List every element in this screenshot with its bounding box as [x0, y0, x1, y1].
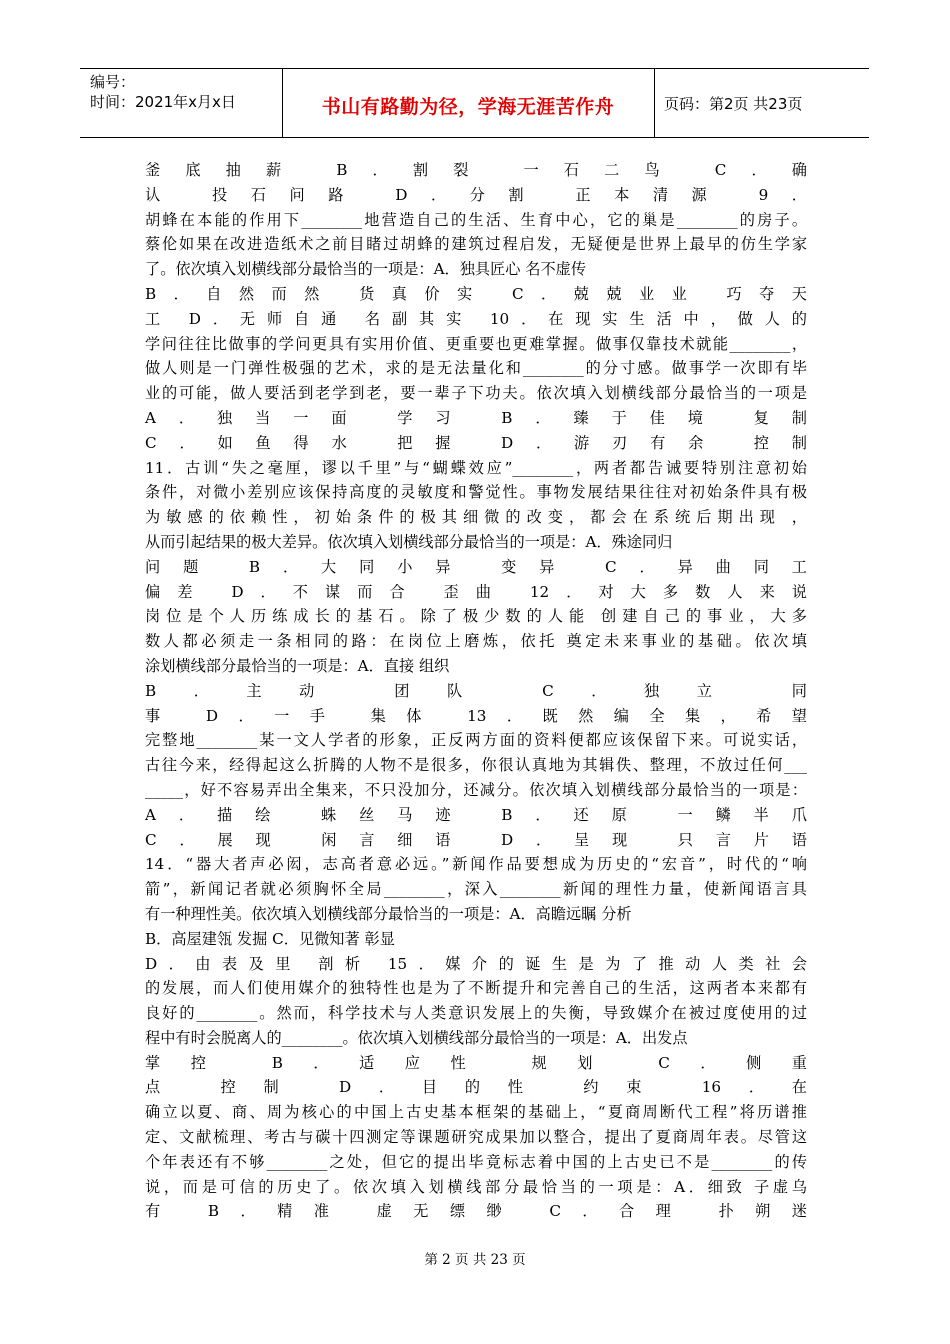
text-line: 为敏感的依赖性，初始条件的极其细微的改变，都会在系统后期出现 ，: [145, 508, 807, 527]
text-line: 工 D．无师自通 名副其实 10．在现实生活中，做人的: [145, 309, 807, 328]
text-line: 事 D．一手 集体 13．既然编全集，希望: [145, 706, 807, 725]
text-line: 完整地________某一文人学者的形象，正反两方面的资料便都应该保留下来。可说实话，: [145, 731, 807, 750]
text-line: _____，好不容易弄出全集来，不只没加分，还减分。依次填入划横线部分最恰当的一项是：: [145, 780, 807, 799]
text-line: B．主动 团队 C．独立 同: [145, 681, 807, 700]
header-page-info: 页码：第2页 共23页: [664, 95, 803, 113]
text-line: 良好的________。然而，科学技术与人类意识发展上的失衡，导致媒介在被过度使用的过: [145, 1004, 807, 1023]
text-line: 认 投石问路 D．分割 正本清源 9．: [145, 185, 807, 204]
text-line: 说，而是可信的历史了。依次填入划横线部分最恰当的一项是：A．细致 子虚乌: [145, 1177, 807, 1196]
text-line: 程中有时会脱离人的________。依次填入划横线部分最恰当的一项是：A．出发点: [145, 1028, 688, 1047]
page-footer: 第 2 页 共 23 页: [424, 1252, 526, 1268]
header-page-cell: [654, 69, 869, 137]
text-line: 业的可能，做人要活到老学到老，要一辈子下功夫。依次填入划横线部分最恰当的一项是: [145, 384, 807, 403]
text-line: 确立以夏、商、周为核心的中国上古史基本框架的基础上，“夏商周断代工程”将历谱推: [145, 1103, 807, 1122]
text-line: A．独当一面 学习 B．臻于佳境 复制: [145, 408, 807, 427]
text-line: 从而引起结果的极大差异。依次填入划横线部分最恰当的一项是：A．殊途同归: [145, 532, 673, 551]
text-line: 涂划横线部分最恰当的一项是：A．直接 组织: [145, 656, 450, 675]
document-number-label: 编号：: [90, 73, 136, 91]
text-line: 掌控 B．适应性 规划 C．侧重: [145, 1053, 807, 1072]
text-line: 岗位是个人历练成长的基石。除了极少数的人能 创建自己的事业，大多: [145, 607, 807, 626]
text-line: 的发展，而人们使用媒介的独特性也是为了不断提升和完善自己的生活，这两者本来都有: [145, 979, 807, 998]
text-line: 箭”，新闻记者就必须胸怀全局________，深入________新闻的理性力量，使新闻语言具: [145, 880, 807, 899]
text-line: 14．“器大者声必闳，志高者意必远。”新闻作品要想成为历史的“宏音”，时代的“响: [145, 855, 807, 874]
text-line: A．描绘 蛛丝马迹 B．还原 一鳞半爪: [145, 805, 807, 824]
text-line: 问题 B．大同小异 变异 C．异曲同工: [145, 557, 807, 576]
text-line: C．如鱼得水 把握 D．游刃有余 控制: [145, 433, 807, 452]
text-line: C．展现 闲言细语 D．呈现 只言片语: [145, 830, 807, 849]
text-line: 数人都必须走一条相同的路：在岗位上磨炼，依托 奠定未来事业的基础。依次填: [145, 632, 807, 651]
text-line: 有一种理性美。依次填入划横线部分最恰当的一项是：A．高瞻远瞩 分析: [145, 904, 632, 923]
text-line: 有 B．精准 虚无缥缈 C．合理 扑朔迷: [145, 1202, 807, 1221]
header-motto-cell: [282, 69, 655, 137]
text-line: B．自然而然 货真价实 C．兢兢业业 巧夺天: [145, 284, 807, 303]
text-line: 点 控制 D．目的性 约束 16．在: [145, 1078, 807, 1097]
text-line: 学问往往比做事的学问更具有实用价值、更重要也更难掌握。做事仅靠技术就能________，: [145, 334, 807, 353]
page-header: [80, 68, 869, 138]
document-time-label: 时间：2021年x月x日: [90, 93, 236, 111]
text-line: 11．古训“失之毫厘，谬以千里”与“蝴蝶效应”________，两者都告诫要特别注意初始: [145, 458, 807, 477]
text-line: 蔡伦如果在改进造纸术之前目睹过胡蜂的建筑过程启发，无疑便是世界上最早的仿生学家: [145, 235, 807, 254]
text-line: 个年表还有不够________之处，但它的提出毕竟标志着中国的上古史已不是________的传: [145, 1152, 807, 1171]
text-line: 偏差 D．不谋而合 歪曲 12．对大多数人来说: [145, 582, 807, 601]
text-line: B．高屋建瓴 发掘 C．见微知著 彰显: [145, 929, 395, 948]
text-line: 定、文献梳理、考古与碳十四测定等课题研究成果加以整合，提出了夏商周年表。尽管这: [145, 1128, 807, 1147]
text-line: 条件，对微小差别应该保持高度的灵敏度和警觉性。事物发展结果往往对初始条件具有极: [145, 483, 807, 502]
text-line: 古往今来，经得起这么折腾的人物不是很多，你很认真地为其辑佚、整理，不放过任何___: [145, 756, 807, 775]
document-body: [145, 158, 807, 1224]
header-motto: 书山有路勤为径，学海无涯苦作舟: [321, 96, 615, 118]
text-line: 胡蜂在本能的作用下________地营造自己的生活、生育中心，它的巢是________的房子。: [145, 210, 807, 229]
text-line: 了。依次填入划横线部分最恰当的一项是：A．独具匠心 名不虚传: [145, 260, 587, 279]
header-info-cell: [80, 69, 283, 137]
text-line: 釜底抽薪 B．割裂 一石二鸟 C．确: [145, 161, 807, 179]
text-line: D．由表及里 剖析 15．媒介的诞生是为了推动人类社会: [145, 954, 807, 973]
text-line: 做人则是一门弹性极强的艺术，求的是无法量化和________的分寸感。做事学一次即有毕: [145, 359, 807, 378]
